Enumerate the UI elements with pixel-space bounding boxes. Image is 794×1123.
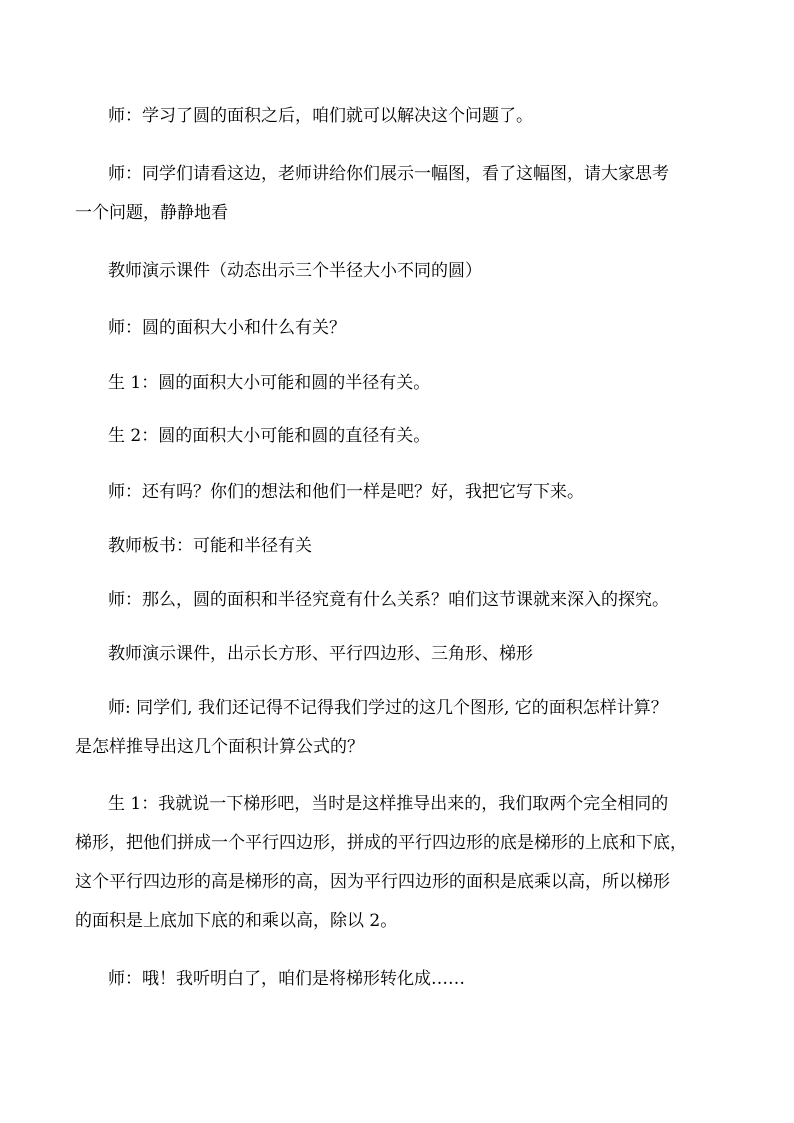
paragraph-line: 师：同学们请看这边，老师讲给你们展示一幅图，看了这幅图，请大家思考 [108, 164, 669, 184]
paragraph-line: 师：那么，圆的面积和半径究竟有什么关系？咱们这节课就来深入的探究。 [108, 590, 669, 610]
paragraph-line: 师：哦！我听明白了，咱们是将梯形转化成…… [108, 969, 465, 989]
paragraph-line: 一个问题，静静地看 [75, 203, 228, 223]
paragraph-line: 生 1：圆的面积大小可能和圆的半径有关。 [108, 373, 431, 393]
paragraph-line: 生 2：圆的面积大小可能和圆的直径有关。 [108, 426, 431, 446]
paragraph-line: 是怎样推导出这几个面积计算公式的？ [75, 737, 364, 757]
paragraph-line: 师：还有吗？你们的想法和他们一样是吧？好，我把它写下来。 [108, 482, 584, 502]
paragraph-line: 师: 同学们, 我们还记得不记得我们学过的这几个图形, 它的面积怎样计算？ [108, 698, 668, 718]
paragraph-line: 师：圆的面积大小和什么有关？ [108, 318, 346, 338]
paragraph-line: 师：学习了圆的面积之后，咱们就可以解决这个问题了。 [108, 106, 533, 126]
paragraph-line: 生 1：我就说一下梯形吧，当时是这样推导出来的，我们取两个完全相同的 [108, 794, 669, 814]
paragraph-line: 教师演示课件（动态出示三个半径大小不同的圆） [108, 261, 482, 281]
paragraph-line: 教师演示课件，出示长方形、平行四边形、三角形、梯形 [108, 644, 533, 664]
paragraph-line: 教师板书：可能和半径有关 [108, 536, 312, 556]
paragraph-line: 这个平行四边形的高是梯形的高，因为平行四边形的面积是底乘以高，所以梯形 [75, 872, 670, 892]
paragraph-line: 的面积是上底加下底的和乘以高，除以 2。 [75, 911, 398, 931]
paragraph-line: 梯形，把他们拼成一个平行四边形，拼成的平行四边形的底是梯形的上底和下底， [75, 833, 687, 853]
